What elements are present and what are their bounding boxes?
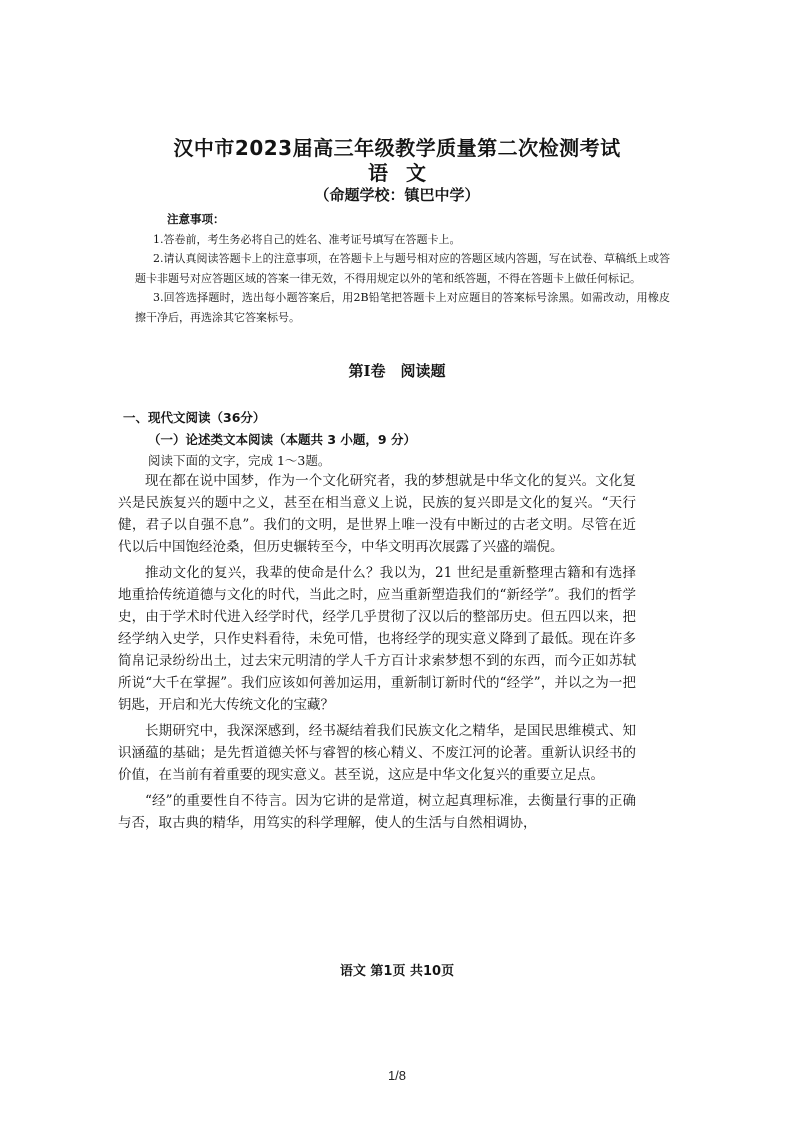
- page-footer: 语文 第1页 共10页: [339, 964, 455, 979]
- school-line: （命题学校：镇巴中学）: [314, 186, 480, 204]
- notice-block: [135, 210, 670, 327]
- passage-paragraph: “经”的重要性自不待言。因为它讲的是常道，树立起真理标准，去衡量行事的正确与否，取古典的精华，用笃实的科学理解，使人的生活与自然相调协，: [118, 793, 636, 831]
- subject-title: 语文: [368, 161, 444, 185]
- exam-title: 汉中市2023届高三年级教学质量第二次检测考试: [173, 136, 621, 160]
- part-heading: 一、现代文阅读（36分）: [123, 410, 266, 425]
- passage-paragraph: 长期研究中，我深深感到，经书凝结着我们民族文化之精华，是国民思维模式、知识涵蕴的基础；是先哲道德关怀与睿智的核心精义、不废江河的论著。重新认识经书的价值，在当前有着重要的现实意义。甚至说，这应是中华文化复兴的重要立足点。: [118, 723, 636, 783]
- reading-instruction: 阅读下面的文字，完成 1～3题。: [148, 453, 331, 468]
- page-indicator: 1/8: [387, 1068, 407, 1083]
- section-title: 第Ⅰ卷 阅读题: [348, 362, 446, 380]
- notice-item: 2.请认真阅读答题卡上的注意事项，在答题卡上与题号相对应的答题区域内答题，写在试卷、草稿纸上或答题卡非题号对应答题区域的答案一律无效，不得用规定以外的笔和纸答题，不得在答题卡上做任何标记。: [135, 252, 670, 285]
- reading-passage: [118, 470, 636, 838]
- passage-paragraph: 现在都在说中国梦，作为一个文化研究者，我的梦想就是中华文化的复兴。文化复兴是民族复兴的题中之义，甚至在相当意义上说，民族的复兴即是文化的复兴。“天行健，君子以自强不息”。我们的文明，是世界上唯一没有中断过的古老文明。尽管在近代以后中国饱经沧桑，但历史辗转至今，中华文明再次展露了兴盛的端倪。: [118, 473, 636, 555]
- passage-paragraph: 推动文化的复兴，我辈的使命是什么？我以为，21 世纪是重新整理古籍和有选择地重拾传统道德与文化的时代，当此之时，应当重新塑造我们的“新经学”。我们的哲学史，由于学术时代进入经学时代，经学几乎贯彻了汉以后的整部历史。但五四以来，把经学纳入史学，只作史料看待，未免可惜，也将经学的现实意义降到了最低。现在许多简帛记录纷纷出土，过去宋元明清的学人千方百计求索梦想不到的东西，而今正如苏轼所说“大千在掌握”。我们应该如何善加运用，重新制订新时代的“经学”，并以之为一把钥匙，开启和光大传统文化的宝藏？: [118, 565, 636, 713]
- subpart-heading: （一）论述类文本阅读（本题共 3 小题，9 分）: [148, 432, 416, 447]
- notice-item: 3.回答选择题时，选出每小题答案后，用2B铅笔把答题卡上对应题目的答案标号涂黑。如需改动，用橡皮擦干净后，再选涂其它答案标号。: [135, 291, 670, 324]
- notice-heading: 注意事项：: [167, 212, 225, 226]
- notice-item: 1.答卷前，考生务必将自己的姓名、准考证号填写在答题卡上。: [153, 232, 461, 246]
